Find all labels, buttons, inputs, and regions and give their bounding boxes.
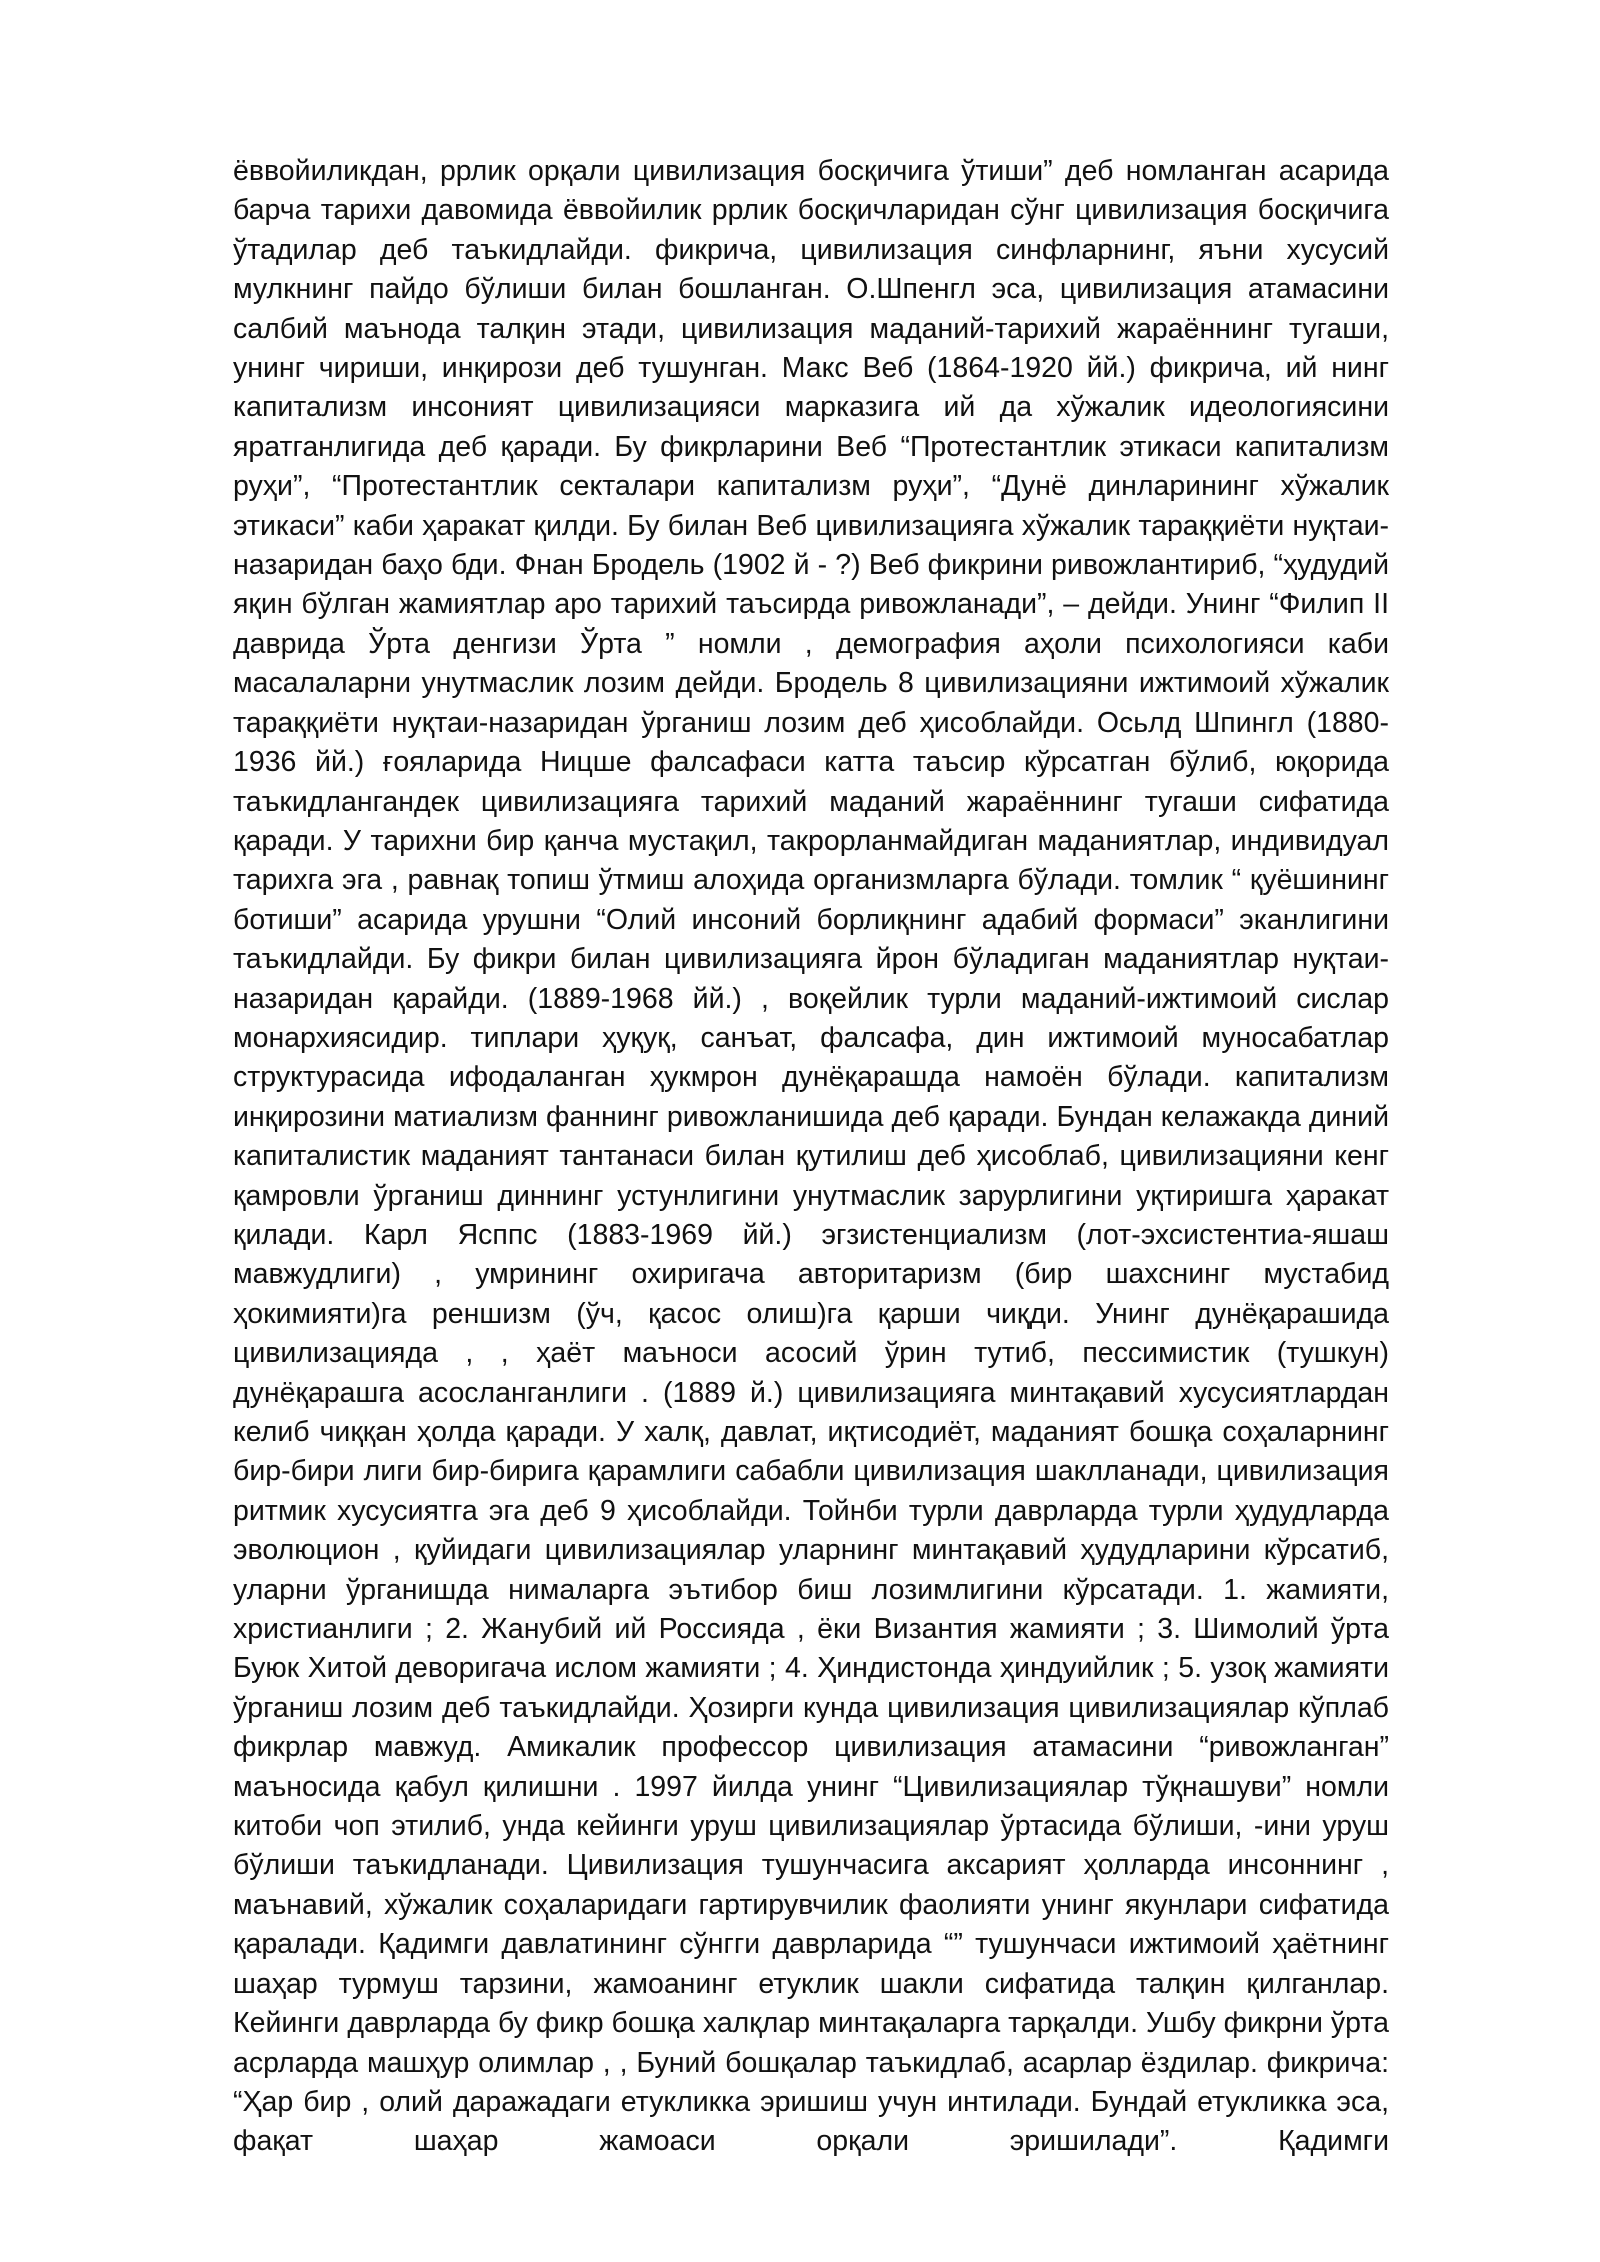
body-text: ёввойиликдан, ррлик орқали цивилизация босқичига ўтиши” деб номланган асарида барча тарихи давомида ёввойилик ррлик босқичларидан сўнг цивилизация босқичига ўтадилар деб таъкидлайди. фикрича, цивилизация синфларнинг, яъни хусусий мулкнинг пайдо бўлиши билан бошланган. О.Шпенгл эса, цивилизация атамасини салбий маънода талқин этади, цивилизация маданий-тарихий жараённинг тугаши, унинг чириши, инқирози деб тушунган. Макс Веб (1864-1920 йй.) фикрича, ий нинг капитализм инсоният цивилизацияси марказига ий да хўжалик идеологиясини яратганлигида деб қаради. Бу фикрларини Веб “Протестантлик этикаси капитализм руҳи”, “Протестантлик секталари капитализм руҳи”, “Дунё динларининг хўжалик этикаси” каби ҳаракат қилди. Бу билан Веб цивилизацияга хўжалик тараққиёти нуқтаи-назаридан баҳо бди. Фнан Бродель (1902 й - ?) Веб фикрини ривожлантириб, “ҳудудий яқин бўлган жамиятлар аро тарихий таъсирда ривожланади”, – дейди. Унинг “Филип II даврида Ўрта денгизи Ўрта ” номли , демография аҳоли психологияси каби масалаларни унутмаслик лозим дейди. Бродель 8 цивилизацияни ижтимоий хўжалик тараққиёти нуқтаи-назаридан ўрганиш лозим деб ҳисоблайди. Осьлд Шпингл (1880-1936 йй.) ғояларида Ницше фалсафаси катта таъсир кўрсатган бўлиб, юқорида таъкидлангандек цивилизацияга тарихий маданий жараённинг тугаши сифатида қаради. У тарихни бир қанча мустақил, такрорланмайдиган маданиятлар, индивидуал тарихга эга , равнақ топиш ўтмиш алоҳида организмларга бўлади. томлик “ қуёшининг ботиши” асарида урушни “Олий инсоний борлиқнинг адабий формаси” эканлигини таъкидлайди. Бу фикри билан цивилизацияга йрон бўладиган маданиятлар нуқтаи-назаридан қарайди. (1889-1968 йй.) , воқейлик турли маданий-ижтимоий сислар монархиясидир. типлари ҳуқуқ, санъат, фалсафа, дин ижтимоий муносабатлар структурасида ифодаланган ҳукмрон дунёқарашда намоён бўлади. капитализм инқирозини матиализм фаннинг ривожланишида деб қаради. Бундан келажакда диний капиталистик маданият тантанаси билан қутилиш деб ҳисоблаб, цивилизацияни кенг қамровли ўрганиш диннинг устунлигини унутмаслик зарурлигини уқтиришга ҳаракат қилади. Карл Ясппс (1883-1969 йй.) эгзистенциализм (лот-эхсистентиа-яшаш мавжудлиги) , умрининг охиригача авторитаризм (бир шахснинг мустабид ҳокимияти)га реншизм (ўч, қасос олиш)га қарши чиқди. Унинг дунёқарашида цивилизацияда , , ҳаёт маъноси асосий ўрин тутиб, пессимистик (тушкун) дунёқарашга асосланганлиги . (1889 й.) цивилизацияга минтақавий хусусиятлардан келиб чиққан ҳолда қаради. У халқ, давлат, иқтисодиёт, маданият бошқа соҳаларнинг бир-бири лиги бир-бирига қарамлиги сабабли цивилизация шаклланади, цивилизация ритмик хусусиятга эга деб 9 ҳисоблайди. Тойнби турли даврларда турли ҳудудларда эволюцион , қуйидаги цивилизациялар уларнинг минтақавий ҳудудларини кўрсатиб, уларни ўрганишда нималарга эътибор биш лозимлигини кўрсатади. 1. жамияти, христианлиги ; 2. Жанубий ий Россияда , ёки Византия жамияти ; 3. Шимолий ўрта Буюк Хитой деворигача ислом жамияти ; 4. Ҳиндистонда ҳиндуийлик ; 5. узоқ жамияти ўрганиш лозим деб таъкидлайди. Ҳозирги кунда цивилизация цивилизациялар кўплаб фикрлар мавжуд. Амикалик профессор цивилизация атамасини “ривожланган” маъносида қабул қилишни . 1997 йилда унинг “Цивилизациялар тўқнашуви” номли китоби чоп этилиб, унда кейинги уруш цивилизациялар ўртасида бўлиши, -ини уруш бўлиши таъкидланади. Цивилизация тушунчасига аксарият ҳолларда инсоннинг , маънавий, хўжалик соҳаларидаги гартирувчилик фаолияти унинг якунлари сифатида қаралади. Қадимги давлатининг сўнгги даврларида “” тушунчаси ижтимоий ҳаётнинг шаҳар турмуш тарзини, жамоанинг етуклик шакли сифатида талқин қилганлар. Кейинги даврларда бу фикр бошқа халқлар минтақаларга тарқалди. Ушбу фикрни ўрта асрларда машҳур олимлар , , Буний бошқалар таъкидлаб, асарлар ёздилар. фикрича: “Ҳар бир , олий даражадаги етукликка эришиш учун интилади. Бундай етукликка эса, фақат шаҳар жамоаси орқали эришилади”. Қадимги: [233, 155, 1389, 2158]
